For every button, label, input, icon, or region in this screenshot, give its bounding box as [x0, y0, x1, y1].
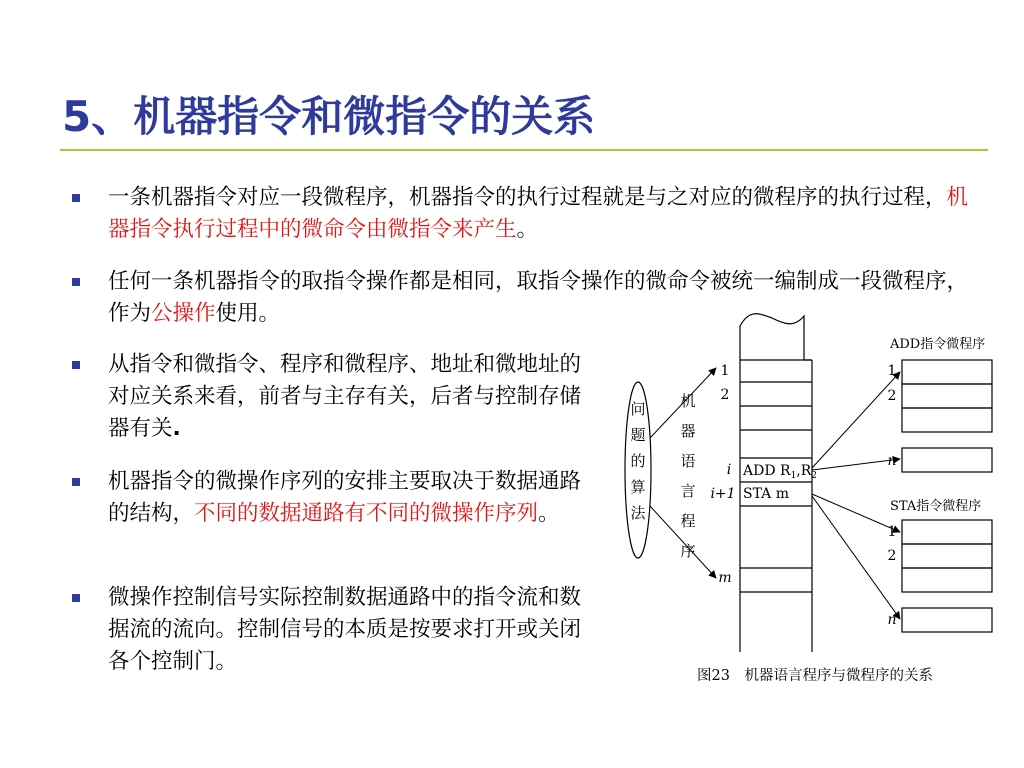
add-microprogram-box: [902, 360, 992, 472]
bullet-marker: [72, 361, 80, 369]
bullet-text: 机器指令的微操作序列的安排主要取决于数据通路的结构，不同的数据通路有不同的微操作序列。: [108, 469, 582, 526]
micro-label: 1: [887, 363, 897, 379]
bullet-text: 任何一条机器指令的取指令操作都是相同，取指令操作的微命令被统一编制成一段微程序，作为公操作使用。: [108, 269, 969, 326]
machine-language-program-label: [680, 392, 695, 560]
bullet-text: 一条机器指令对应一段微程序，机器指令的执行过程就是与之对应的微程序的执行过程，机器指令执行过程中的微命令由微指令来产生。: [108, 185, 969, 242]
bullet-item: [108, 582, 598, 678]
figure-caption: 图23 机器语言程序与微程序的关系: [697, 668, 933, 684]
bullet-item: [108, 349, 598, 445]
program-microprogram-diagram: [612, 308, 1002, 660]
micro-label: n: [887, 453, 897, 469]
arrow-sta-to-1: [812, 494, 900, 532]
add-microprogram-title: ADD指令微程序: [890, 337, 986, 352]
page-title: 5、机器指令和微指令的关系: [62, 92, 596, 141]
micro-label: 2: [887, 388, 897, 404]
svg-text:机器语言程序: 机器语言程序: [680, 392, 696, 560]
row-label: m: [718, 570, 732, 586]
svg-text:问题的算法: 问题的算法: [630, 400, 646, 522]
bullet-marker: [72, 194, 80, 202]
memory-column: [740, 360, 812, 652]
memory-top-wave: [740, 314, 804, 360]
bullet-marker: [72, 478, 80, 486]
micro-label: 1: [887, 524, 897, 540]
sta-microprogram-box: [902, 520, 992, 632]
bullet-marker: [72, 278, 80, 286]
instruction-sta: STA m: [743, 486, 789, 502]
bullet-text: 微操作控制信号实际控制数据通路中的指令流和数据流的流向。控制信号的本质是按要求打开或关闭各个控制门。: [108, 585, 582, 674]
micro-label: 2: [887, 548, 897, 564]
row-label: i+1: [710, 486, 736, 502]
bullet-text: 从指令和微指令、程序和微程序、地址和微地址的对应关系来看，前者与主存有关，后者与控制存储器有关.: [108, 352, 582, 441]
row-label: 1: [720, 363, 730, 379]
row-label: 2: [720, 387, 730, 403]
bullet-item: [108, 466, 598, 530]
micro-label: n: [887, 612, 897, 628]
bullet-item: [108, 182, 978, 246]
bullet-marker: [72, 594, 80, 602]
title-underline: [60, 149, 988, 151]
instruction-add: ADD $R_1,R_2$: [743, 463, 818, 481]
row-label: i: [726, 462, 732, 478]
sta-microprogram-title: STA指令微程序: [890, 499, 982, 514]
